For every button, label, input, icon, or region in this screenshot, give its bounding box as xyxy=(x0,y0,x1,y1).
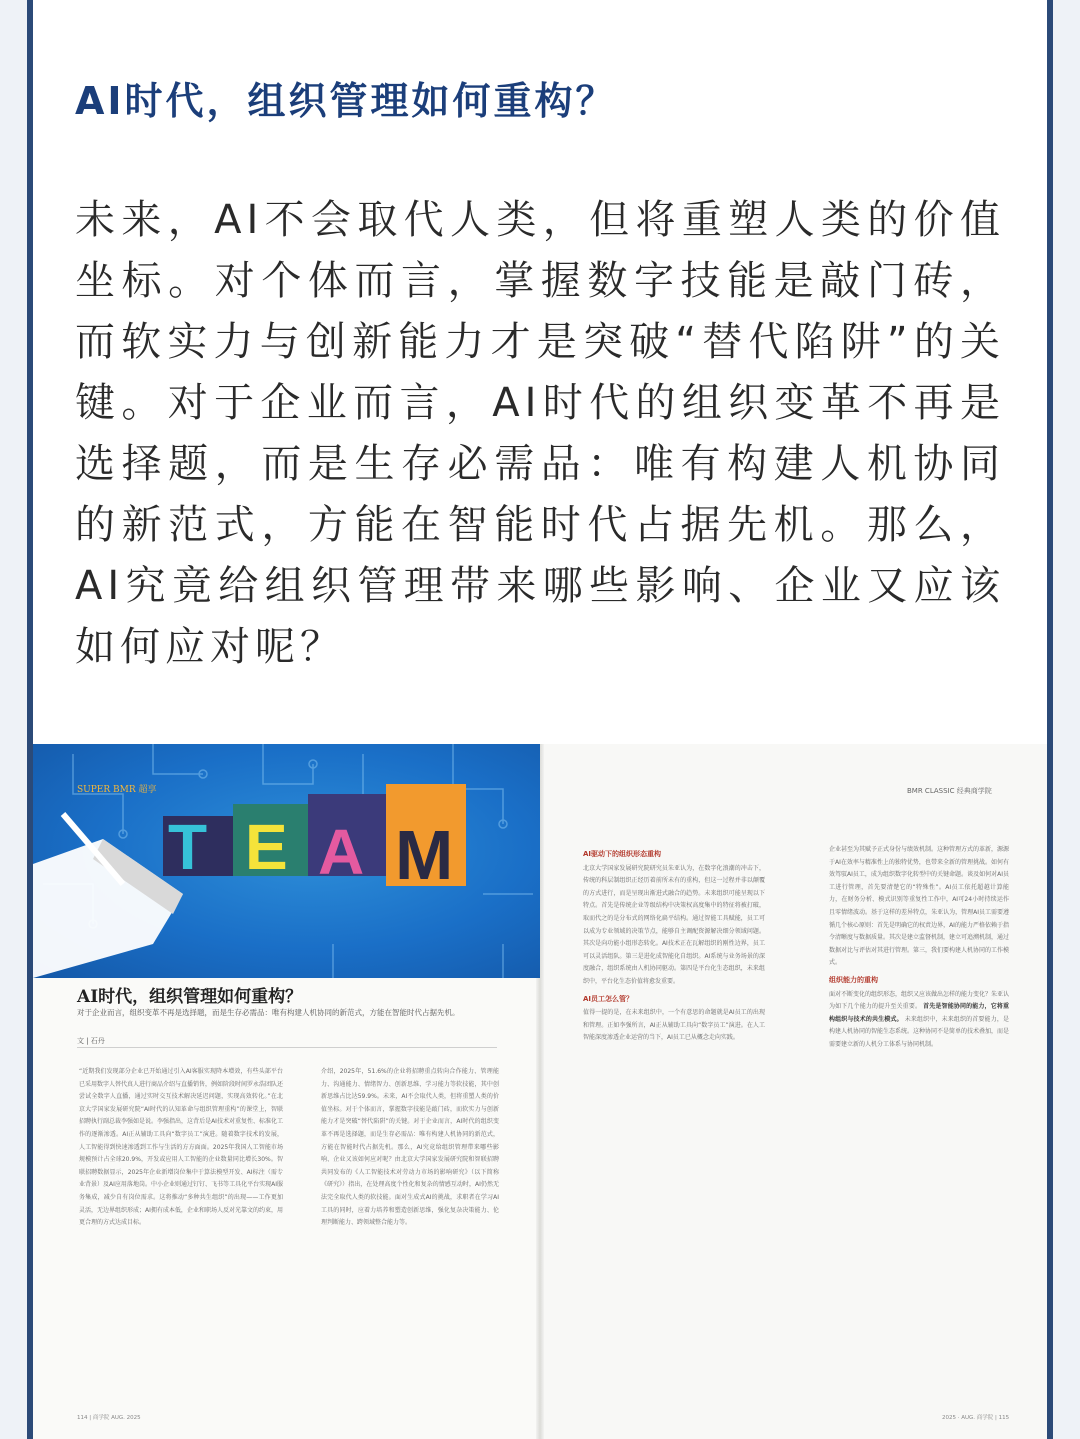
column-text: 北京大学国家发展研究院研究员朱亚认为，在数字化浪潮的冲击下，传统的科层制组织正经历着前所未有的重构，但这一过程并非以颠覆的方式进行，而是呈现出渐进式融合的趋势。未来组织可能呈现以下特点。首先是传统企业等级结构中决策权高度集中的特征将被打破，取而代之的是分布式的网络化扁平结构。通过智能工具赋能，员工可以成为专业领域的决策节点，能够自主调配资源解决细分领域问题。其次是向功能小组形态转化。AI技术正在瓦解组织的刚性边界，员工可以灵活组队。第三是进化成智能化自组织。AI系统与业务场景的深度融合，组织系统由人机协同驱动。第四是平台化生态组织，未来组织中，平台化生态价值将愈发重要。 xyxy=(583,864,765,985)
magazine-column-1: “近期我们发现部分企业已开始通过引入AI客服实现降本增效，有些头部平台已采用数字人替代真人进行商品介绍与直播销售，例如阶段时间罗永浩团队还尝试全数字人直播，通过实时交互技术解决延迟问题，实现高效转化。”在北京大学国家发展研究院“AI时代的认知革命与组织管理重构”的课堂上，智联招聘执行副总裁李强如是说。李强指出，这背后是AI技术对重复性、标准化工作的逐渐渗透。AI正从辅助工具向“数字员工”演进。随着数字技术的发展，人工智能得到快速渗透到工作与生活的方方面面。2025年我国人工智能市场规模预计占全球20.9%，开发或应用人工智能的企业数量同比增长30%。智联招聘数据显示，2025年企业新增岗位集中于算法模型开发、AI标注（需专业背景）及AI应用落地岗。中小企业则通过钉钉、飞书等工具化平台实现AI服务集成，减少自有岗位需求。这将推动“多种共生组织”的出现——工作更加灵活，无边界组织形成；AI拥有成本低，企业和职场人反对光靠文的约束，用更合理的方式达成目标。 xyxy=(79,1068,283,1227)
article-title: AI时代，组织管理如何重构？ xyxy=(75,79,617,123)
column-text: 面对不断变化的组织形态，组织又应该做出怎样的能力变化？朱亚认为如下几个能力的提升至关重要。 xyxy=(829,990,1009,1011)
magazine-column-3 xyxy=(583,844,765,1409)
divider xyxy=(77,1047,497,1048)
frame-right-border xyxy=(1047,0,1053,1439)
magazine-title: AI时代，组织管理如何重构？ xyxy=(77,987,303,1007)
section-heading: AI驱动下的组织形态重构 xyxy=(583,850,662,858)
section-heading: 组织能力的重构 xyxy=(829,975,878,984)
team-letter-a: A xyxy=(318,816,365,888)
column-text: 企业甚至为其赋予正式身份与绩效机制。这种管理方式的革新，源源于AI在效率与精准性上的独特优势，也带来全新的管理挑战。如何有效驾驭AI员工，成为组织数字化转型中的关键命题。谈及如何对AI员工进行管理，首先要清楚它的“特殊性”。AI员工依托超越计算能力，在财务分析、模式识别等重复性工作中，AI可24小时持续运作且零情绪波动。基于这样的差异特点，朱亚认为，管理AI员工需要遵循几个核心原则：首先是明确它的权责边界，AI的能力严格依赖于指令清晰度与数据质量。其次是建立监督机制，建立可追溯机制，通过数据对比与评估对其进行管理。第三，我们要构建人机协同的工作模式。 xyxy=(829,846,1009,967)
magazine-section-header: BMR CLASSIC 经典商学院 xyxy=(907,787,992,795)
magazine-brand: SUPER BMR 超享 xyxy=(77,785,157,795)
article-intro: 未来，AI不会取代人类，但将重塑人类的价值坐标。对个体而言，掌握数字技能是敲门砖，而软实力与创新能力才是突破“替代陷阱”的关键。对于企业而言，AI时代的组织变革不再是选择题，而是生存必需品：唯有构建人机协同的新范式，方能在智能时代占据先机。那么，AI究竟给组织管理带来哪些影响、企业又应该如何应对呢？ xyxy=(75,197,1005,670)
magazine-author: 文 | 石丹 xyxy=(77,1037,105,1045)
page-folio-right: 2025 · AUG. 商学院 | 115 xyxy=(942,1415,1010,1421)
team-letter-e: E xyxy=(245,811,288,883)
page-folio-left: 114 | 商学院 AUG. 2025 xyxy=(77,1415,141,1421)
team-letter-m: M xyxy=(395,816,454,894)
column-text: 未来组织中，未来组织的首要能力，是构建人机协同的智能生态系统。这种协同不是简单的技术叠加，而是需要建立新的人机分工体系与协同机制。 xyxy=(829,1015,1009,1048)
magazine-spread-image xyxy=(33,744,1047,1439)
magazine-deck: 对于企业而言，组织变革不再是选择题，而是生存必需品：唯有构建人机协同的新范式，方能在智能时代占据先机。 xyxy=(77,1008,460,1017)
team-letter-t: T xyxy=(168,811,208,883)
column-text: 值得一提的是，在未来组织中，一个有意思的命题就是AI员工的出现和管理。正如李强所言，AI正从辅助工具向“数字员工”演进。在人工智能深度渗透企业运营的当下，AI员工已从概念走向实践。 xyxy=(583,1009,765,1042)
magazine-column-2: 介绍，2025年，51.6%的企业将招聘重点转向合作能力、管理能力、沟通能力、情绪智力、创新思维、学习能力等软技能，其中创新思维占比达59.9%。未来，AI不会取代人类，但将重塑人类的价值坐标。对于个体而言，掌握数字技能是敲门砖，而软实力与创新能力才是突破“替代陷阱”的关键。对于企业而言，AI时代的组织变革不再是选择题，而是生存必需品：唯有构建人机协同的新范式，方能在智能时代占据先机。那么，AI究竟给组织管理带来哪些影响、企业又该如何应对呢？由北京大学国家发展研究院和智联招聘共同发布的《人工智能技术对劳动力市场的影响研究》（以下简称《研究》）指出，在处理高度个性化和复杂的情感互动时，AI仍然无法完全取代人类的软技能。面对生成式AI的挑战，求职者在学习AI工具的同时，应着力培养和塑造创新思维，强化复杂决策能力、伦理判断能力、跨领域整合能力等。 xyxy=(321,1068,499,1227)
team-puzzle-illustration xyxy=(33,744,540,978)
column-bold-text: 首先是智能协同的能力，它将重构组织与技术的共生模式。 xyxy=(829,1003,1009,1023)
section-heading: AI员工怎么管？ xyxy=(583,994,634,1003)
magazine-column-4 xyxy=(829,844,1009,1409)
circuit-background xyxy=(33,744,540,978)
article-card xyxy=(33,0,1047,1439)
